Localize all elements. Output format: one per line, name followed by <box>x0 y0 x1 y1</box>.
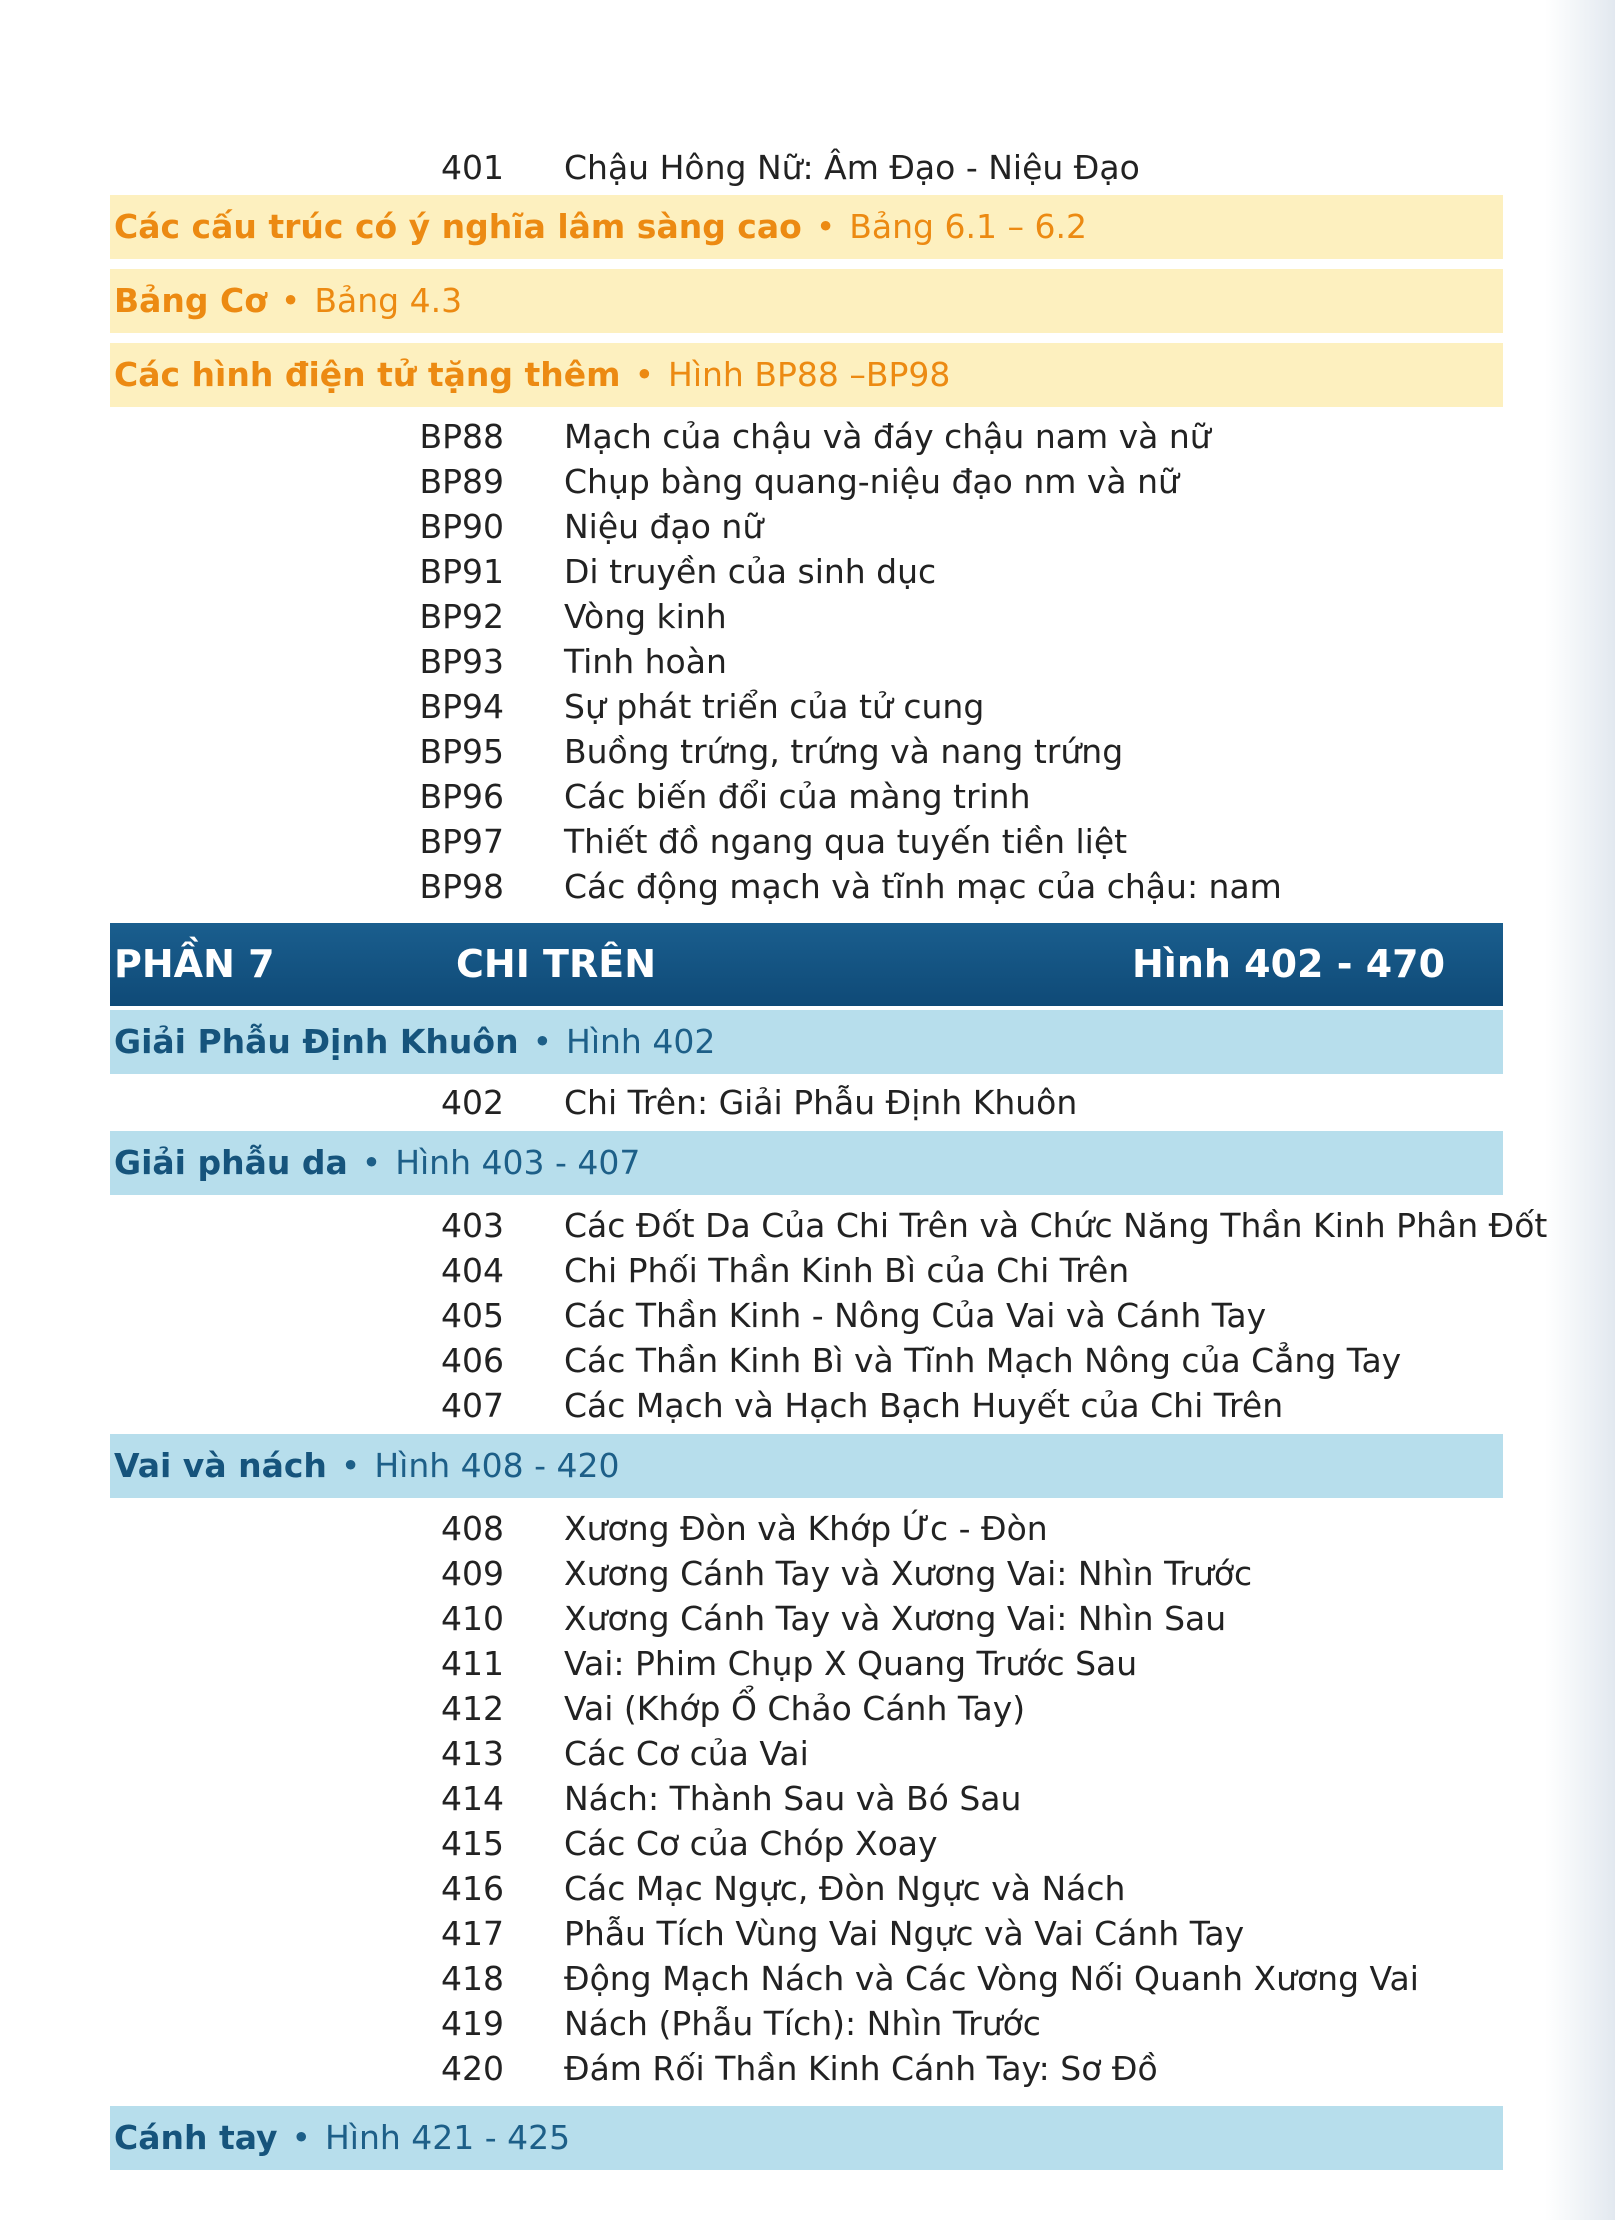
entry-number: 408 <box>441 1509 504 1548</box>
entry-number: BP97 <box>419 822 504 861</box>
toc-entry <box>0 639 1615 684</box>
bullet-separator: • <box>340 1446 361 1485</box>
entry-number: 409 <box>441 1554 504 1593</box>
bullet-separator: • <box>532 1022 553 1061</box>
section-band-clinical-structures <box>110 195 1503 259</box>
entry-number: 401 <box>441 148 504 187</box>
part-name: CHI TRÊN <box>456 942 657 986</box>
entry-title: Các Thần Kinh Bì và Tĩnh Mạch Nông của Cẳng Tay <box>564 1341 1402 1380</box>
section-title: Vai và nách <box>114 1446 327 1485</box>
section-title: Bảng Cơ <box>114 281 267 320</box>
toc-entry <box>0 1686 1615 1731</box>
entry-title: Đám Rối Thần Kinh Cánh Tay: Sơ Đồ <box>564 2049 1158 2088</box>
section-ref: Hình 403 - 407 <box>395 1143 641 1182</box>
bullet-separator: • <box>280 281 301 320</box>
toc-entry <box>0 1641 1615 1686</box>
section-ref: Bảng 6.1 – 6.2 <box>849 207 1087 246</box>
entry-title: Di truyền của sinh dục <box>564 552 937 591</box>
toc-entry <box>0 1911 1615 1956</box>
toc-entry <box>0 774 1615 819</box>
entry-title: Buồng trứng, trứng và nang trứng <box>564 732 1124 771</box>
section-ref: Hình 408 - 420 <box>374 1446 620 1485</box>
entry-title: Tinh hoàn <box>564 642 727 681</box>
entry-number: 412 <box>441 1689 504 1728</box>
toc-entry <box>0 1866 1615 1911</box>
entry-number: BP90 <box>419 507 504 546</box>
toc-entry <box>0 729 1615 774</box>
entry-number: 407 <box>441 1386 504 1425</box>
entry-number: 414 <box>441 1779 504 1818</box>
entry-number: BP93 <box>419 642 504 681</box>
bullet-separator: • <box>291 2118 311 2157</box>
entry-title: Vai (Khớp Ổ Chảo Cánh Tay) <box>564 1689 1026 1728</box>
entry-number: 405 <box>441 1296 504 1335</box>
entry-title: Xương Cánh Tay và Xương Vai: Nhìn Sau <box>564 1599 1227 1638</box>
section-band-electronic-figures <box>110 343 1503 407</box>
entry-title: Chụp bàng quang-niệu đạo nm và nữ <box>564 462 1179 501</box>
entry-title: Các Mạc Ngực, Đòn Ngực và Nách <box>564 1869 1126 1908</box>
section-title: Cánh tay <box>114 2118 278 2157</box>
toc-entry <box>0 459 1615 504</box>
toc-entry <box>0 1776 1615 1821</box>
part-range: Hình 402 - 470 <box>1132 942 1446 986</box>
toc-entry <box>0 549 1615 594</box>
toc-entry <box>0 864 1615 909</box>
section-ref: Hình 402 <box>566 1022 716 1061</box>
entry-number: 411 <box>441 1644 504 1683</box>
toc-entry <box>0 1203 1615 1248</box>
section-band-muscle-table <box>110 269 1503 333</box>
entry-number: 418 <box>441 1959 504 1998</box>
entry-title: Sự phát triển của tử cung <box>564 687 985 726</box>
section-title: Giải phẫu da <box>114 1143 348 1182</box>
entry-number: 404 <box>441 1251 504 1290</box>
entry-number: 415 <box>441 1824 504 1863</box>
entry-title: Chi Trên: Giải Phẫu Định Khuôn <box>564 1083 1078 1122</box>
toc-entry <box>0 504 1615 549</box>
entry-number: 417 <box>441 1914 504 1953</box>
section-title: Các cấu trúc có ý nghĩa lâm sàng cao <box>114 207 802 246</box>
entry-number: 403 <box>441 1206 504 1245</box>
entry-title: Thiết đồ ngang qua tuyến tiền liệt <box>564 822 1128 861</box>
toc-entry <box>0 1821 1615 1866</box>
entry-title: Phẫu Tích Vùng Vai Ngực và Vai Cánh Tay <box>564 1914 1245 1953</box>
entry-title: Các Đốt Da Của Chi Trên và Chức Năng Thần Kinh Phân Đốt <box>564 1206 1548 1245</box>
entry-title: Niệu đạo nữ <box>564 507 764 546</box>
entry-number: 406 <box>441 1341 504 1380</box>
entry-number: 419 <box>441 2004 504 2043</box>
entry-number: BP92 <box>419 597 504 636</box>
toc-entry <box>0 1080 1615 1125</box>
entry-number: BP88 <box>419 417 504 456</box>
toc-entry <box>0 819 1615 864</box>
toc-entry <box>0 1506 1615 1551</box>
entry-number: BP98 <box>419 867 504 906</box>
entry-title: Nách (Phẫu Tích): Nhìn Trước <box>564 2004 1041 2043</box>
entry-title: Xương Cánh Tay và Xương Vai: Nhìn Trước <box>564 1554 1253 1593</box>
part-header <box>110 923 1503 1006</box>
bullet-separator: • <box>634 355 655 394</box>
toc-entry <box>0 1338 1615 1383</box>
entry-title: Vòng kinh <box>564 597 727 636</box>
entry-title: Các Cơ của Chóp Xoay <box>564 1824 938 1863</box>
toc-entry <box>0 1293 1615 1338</box>
entry-number: 410 <box>441 1599 504 1638</box>
toc-entry <box>0 1248 1615 1293</box>
entry-title: Các Mạch và Hạch Bạch Huyết của Chi Trên <box>564 1386 1284 1425</box>
entry-title: Các Cơ của Vai <box>564 1734 809 1773</box>
entry-title: Vai: Phim Chụp X Quang Trước Sau <box>564 1644 1138 1683</box>
entry-number: BP95 <box>419 732 504 771</box>
entry-title: Các Thần Kinh - Nông Của Vai và Cánh Tay <box>564 1296 1267 1335</box>
entry-title: Xương Đòn và Khớp Ức - Đòn <box>564 1509 1048 1548</box>
section-band-shoulder-axilla <box>110 1434 1503 1498</box>
entry-number: 420 <box>441 2049 504 2088</box>
entry-number: 413 <box>441 1734 504 1773</box>
section-title: Giải Phẫu Định Khuôn <box>114 1022 519 1061</box>
entry-title: Các biến đổi của màng trinh <box>564 777 1031 816</box>
toc-entry <box>0 2001 1615 2046</box>
section-band-skin-anatomy <box>110 1131 1503 1195</box>
toc-entry <box>0 145 1615 190</box>
toc-entry <box>0 414 1615 459</box>
entry-title: Động Mạch Nách và Các Vòng Nối Quanh Xương Vai <box>564 1959 1419 1998</box>
toc-entry <box>0 684 1615 729</box>
toc-entry <box>0 1383 1615 1428</box>
toc-entry <box>0 1731 1615 1776</box>
entry-number: BP94 <box>419 687 504 726</box>
toc-entry <box>0 1956 1615 2001</box>
toc-entry <box>0 2046 1615 2091</box>
entry-title: Chậu Hông Nữ: Âm Đạo - Niệu Đạo <box>564 148 1140 187</box>
entry-number: 402 <box>441 1083 504 1122</box>
section-ref: Bảng 4.3 <box>314 281 463 320</box>
part-label: PHẦN 7 <box>114 942 275 986</box>
entry-number: BP89 <box>419 462 504 501</box>
entry-title: Các động mạch và tĩnh mạc của chậu: nam <box>564 867 1282 906</box>
entry-title: Chi Phối Thần Kinh Bì của Chi Trên <box>564 1251 1130 1290</box>
section-band-surface-anatomy <box>110 1010 1503 1074</box>
entry-number: BP96 <box>419 777 504 816</box>
entry-number: BP91 <box>419 552 504 591</box>
toc-entry <box>0 1596 1615 1641</box>
section-ref: Hình BP88 –BP98 <box>668 355 951 394</box>
entry-number: 416 <box>441 1869 504 1908</box>
section-title: Các hình điện tử tặng thêm <box>114 355 621 394</box>
entry-title: Mạch của chậu và đáy chậu nam và nữ <box>564 417 1211 456</box>
entry-title: Nách: Thành Sau và Bó Sau <box>564 1779 1022 1818</box>
section-ref: Hình 421 - 425 <box>324 2118 571 2157</box>
bullet-separator: • <box>361 1143 382 1182</box>
toc-entry <box>0 1551 1615 1596</box>
toc-entry <box>0 594 1615 639</box>
bullet-separator: • <box>815 207 836 246</box>
section-band-arm <box>110 2106 1503 2170</box>
